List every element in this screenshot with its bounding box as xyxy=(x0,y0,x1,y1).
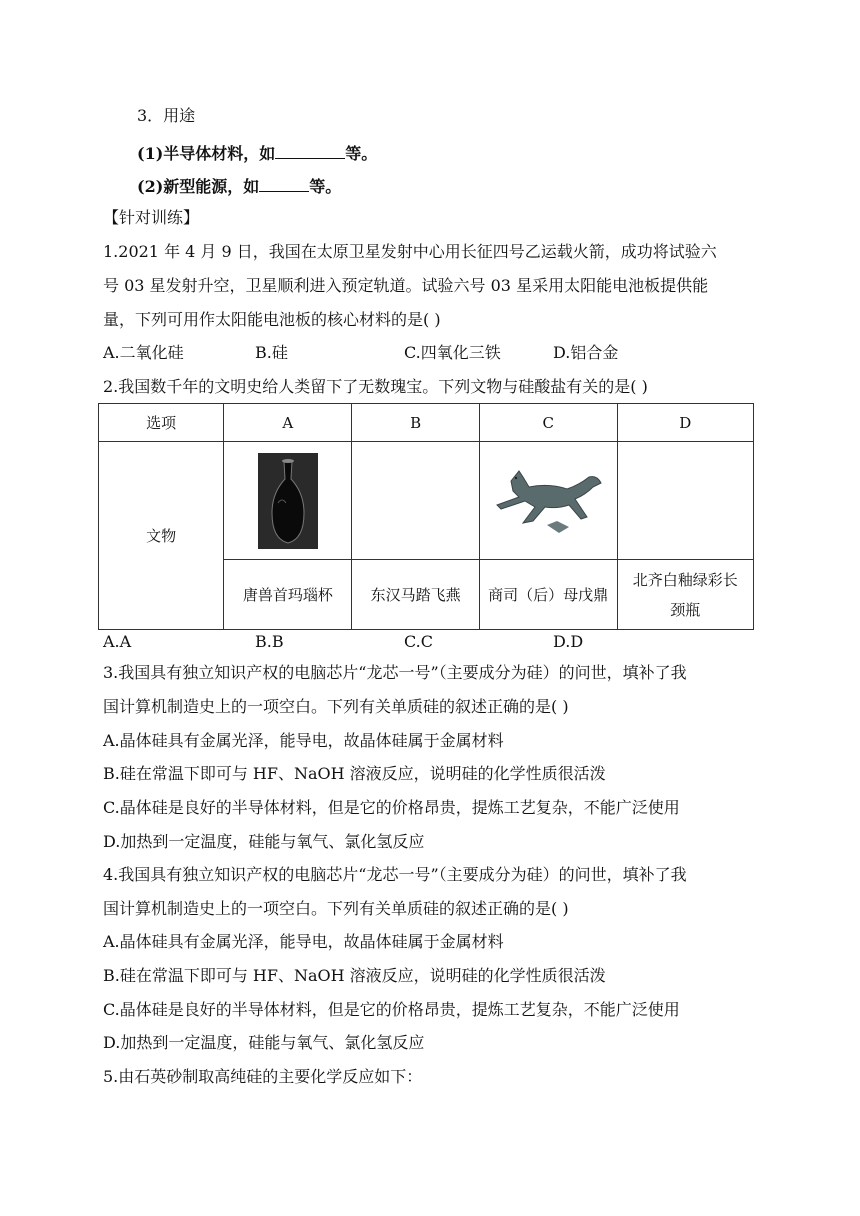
image-cell-a xyxy=(224,442,352,560)
q4-stem-line-2: 国计算机制造史上的一项空白。下列有关单质硅的叙述正确的是( ) xyxy=(103,899,569,918)
vase-image xyxy=(258,453,318,549)
row-label-relic: 文物 xyxy=(99,442,224,630)
q2-option-b[interactable]: B.B xyxy=(255,632,284,651)
usage-item-1-suffix: 等。 xyxy=(345,144,378,163)
q4-option-a[interactable]: A.晶体硅具有金属光泽，能导电，故晶体硅属于金属材料 xyxy=(103,932,504,951)
q1-option-a[interactable]: A.二氧化硅 xyxy=(103,343,184,362)
relic-name-a: 唐兽首玛瑙杯 xyxy=(224,560,352,630)
q3-option-d[interactable]: D.加热到一定温度，硅能与氧气、氯化氢反应 xyxy=(103,832,425,851)
usage-item-2-prefix: (2)新型能源，如 xyxy=(137,177,260,196)
q1-stem-line-1: 1.2021 年 4 月 9 日，我国在太原卫星发射中心用长征四号乙运载火箭，成功将试验六 xyxy=(103,242,717,261)
relics-table xyxy=(98,403,754,630)
q2-option-d[interactable]: D.D xyxy=(553,632,584,651)
q4-option-b[interactable]: B.硅在常温下即可与 HF、NaOH 溶液反应，说明硅的化学性质很活泼 xyxy=(103,966,606,985)
q1-option-d[interactable]: D.铝合金 xyxy=(553,343,619,362)
q4-option-c[interactable]: C.晶体硅是良好的半导体材料，但是它的价格昂贵，提炼工艺复杂，不能广泛使用 xyxy=(103,1000,680,1019)
header-cell-c: C xyxy=(479,404,617,442)
q2-option-a[interactable]: A.A xyxy=(103,632,132,651)
q3-option-a[interactable]: A.晶体硅具有金属光泽，能导电，故晶体硅属于金属材料 xyxy=(103,731,504,750)
image-cell-c xyxy=(479,442,617,560)
training-header: 【针对训练】 xyxy=(103,208,200,227)
image-cell-d xyxy=(617,442,753,560)
usage-item-2 xyxy=(137,175,341,197)
q1-option-c[interactable]: C.四氧化三铁 xyxy=(404,343,501,362)
q3-stem-line-2: 国计算机制造史上的一项空白。下列有关单质硅的叙述正确的是( ) xyxy=(103,697,569,716)
relics-image-row xyxy=(99,442,754,560)
q2-stem: 2.我国数千年的文明史给人类留下了无数瑰宝。下列文物与硅酸盐有关的是( ) xyxy=(103,377,648,396)
header-cell-option: 选项 xyxy=(99,404,224,442)
header-cell-a: A xyxy=(224,404,352,442)
header-cell-d: D xyxy=(617,404,753,442)
header-cell-b: B xyxy=(352,404,480,442)
usage-item-2-suffix: 等。 xyxy=(309,177,342,196)
usage-item-1 xyxy=(137,142,377,164)
relic-name-d: 北齐白釉绿彩长颈瓶 xyxy=(617,560,753,630)
q1-stem-line-2: 号 03 星发射升空，卫星顺利进入预定轨道。试验六号 03 星采用太阳能电池板提供能 xyxy=(103,276,709,295)
relic-name-c: 商司（后）母戊鼎 xyxy=(479,560,617,630)
q3-option-b[interactable]: B.硅在常温下即可与 HF、NaOH 溶液反应，说明硅的化学性质很活泼 xyxy=(103,764,606,783)
q3-stem-line-1: 3.我国具有独立知识产权的电脑芯片“龙芯一号”（主要成分为硅）的问世，填补了我 xyxy=(103,663,687,682)
q4-stem-line-1: 4.我国具有独立知识产权的电脑芯片“龙芯一号”（主要成分为硅）的问世，填补了我 xyxy=(103,865,687,884)
q2-option-c[interactable]: C.C xyxy=(404,632,433,651)
fill-blank-1[interactable] xyxy=(275,142,345,159)
flying-horse-image xyxy=(489,461,607,541)
q3-option-c[interactable]: C.晶体硅是良好的半导体材料，但是它的价格昂贵，提炼工艺复杂，不能广泛使用 xyxy=(103,798,680,817)
q1-stem-line-3: 量，下列可用作太阳能电池板的核心材料的是( ) xyxy=(103,310,441,329)
relics-header-row xyxy=(99,404,754,442)
relic-name-b: 东汉马踏飞燕 xyxy=(352,560,480,630)
q1-option-b[interactable]: B.硅 xyxy=(255,343,288,362)
q4-option-d[interactable]: D.加热到一定温度，硅能与氧气、氯化氢反应 xyxy=(103,1033,425,1052)
section-heading: 3．用途 xyxy=(137,106,196,125)
usage-item-1-prefix: (1)半导体材料，如 xyxy=(137,144,276,163)
fill-blank-2[interactable] xyxy=(259,175,309,192)
image-cell-b xyxy=(352,442,480,560)
q5-stem: 5.由石英砂制取高纯硅的主要化学反应如下： xyxy=(103,1067,423,1086)
